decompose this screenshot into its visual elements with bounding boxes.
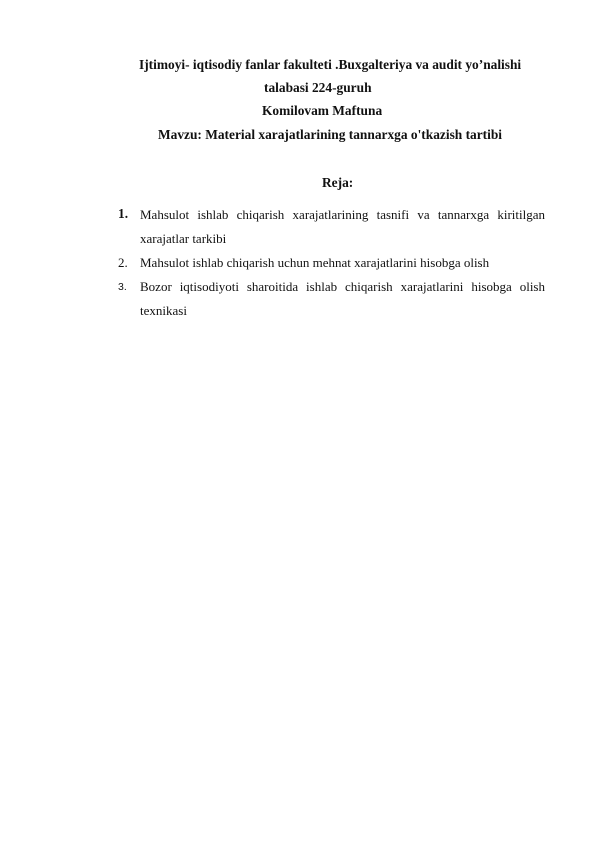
plan-title: Reja: [322, 175, 354, 190]
list-item-text: Mahsulot ishlab chiqarish xarajatlarining tasnifi va tannarxga kiritilgan [140, 207, 545, 222]
list-number: 1. [118, 206, 129, 221]
faculty-line: Ijtimoyi- iqtisodiy fanlar fakulteti .Buxgalteriya va audit yo’nalishi [139, 57, 522, 72]
list-item-text-continued: xarajatlar tarkibi [140, 231, 227, 246]
group-line: talabasi 224-guruh [264, 80, 372, 95]
list-number: 3. [118, 281, 127, 293]
list-item-text-continued: texnikasi [140, 303, 187, 318]
list-number: 2. [118, 255, 128, 270]
list-item-text: Mahsulot ishlab chiqarish uchun mehnat xarajatlarini hisobga olish [140, 255, 490, 270]
author-name: Komilovam Maftuna [262, 103, 383, 118]
list-item-text: Bozor iqtisodiyoti sharoitida ishlab chiqarish xarajatlarini hisobga olish [140, 279, 545, 294]
topic-line: Mavzu: Material xarajatlarining tannarxga o'tkazish tartibi [158, 127, 503, 142]
